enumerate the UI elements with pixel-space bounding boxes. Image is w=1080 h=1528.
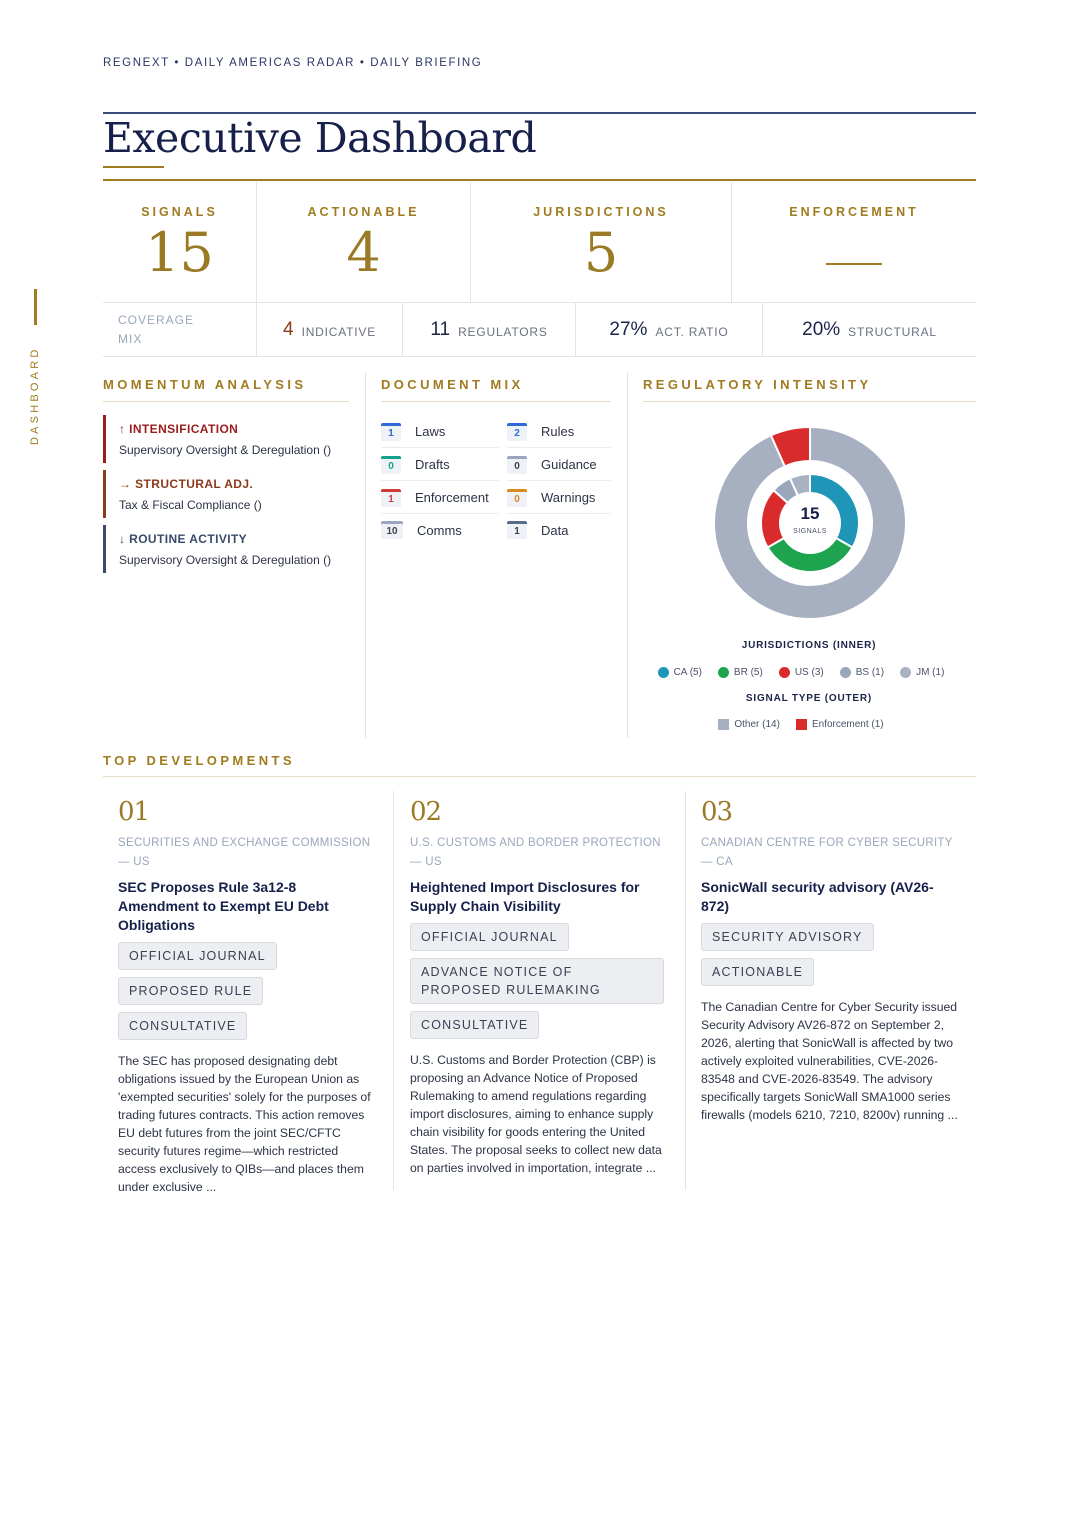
title-underline <box>103 166 164 168</box>
coverage-regulators <box>403 303 576 356</box>
legend-swatch <box>718 719 729 730</box>
development-source: SECURITIES AND EXCHANGE COMMISSION — US <box>118 837 371 868</box>
doc-count-badge: 0 <box>507 489 527 507</box>
tag-badge: OFFICIAL JOURNAL <box>118 942 277 970</box>
doc-type-name: Drafts <box>415 457 450 472</box>
regulatory-intensity-donut <box>710 423 910 623</box>
inner-legend-title: JURISDICTIONS (INNER) <box>741 640 877 651</box>
development-source: CANADIAN CENTRE FOR CYBER SECURITY — CA <box>701 837 953 868</box>
side-section-label: DASHBOARD <box>29 347 41 446</box>
tag-badge: CONSULTATIVE <box>410 1011 539 1039</box>
doc-count-badge: 1 <box>381 423 401 441</box>
legend-swatch <box>718 667 729 678</box>
legend-swatch <box>900 667 911 678</box>
coverage-number: 27% <box>609 318 648 340</box>
donut-center-label: SIGNALS <box>793 528 827 535</box>
development-card-03 <box>701 797 961 1124</box>
doc-type-name: Laws <box>415 424 446 439</box>
momentum-heading: MOMENTUM ANALYSIS <box>103 377 307 392</box>
kpi-label: SIGNALS <box>141 205 218 219</box>
outer-legend <box>631 719 971 730</box>
legend-label: JM (1) <box>916 667 945 678</box>
coverage-label: STRUCTURAL <box>848 324 937 339</box>
kpi-enforcement <box>732 182 976 302</box>
development-source: U.S. CUSTOMS AND BORDER PROTECTION — US <box>410 837 661 868</box>
kpi-signals <box>103 182 257 302</box>
legend-item <box>718 667 763 678</box>
development-body: The SEC has proposed designating debt obligations issued by the European Union as 'exempted securities' solely for the purposes of trading futures contracts. This action removes EU debt futures from the joint SEC/CFTC security futures regime—which restricted access exclusively to QIBs—and places them under exclusive ... <box>118 1054 371 1194</box>
legend-swatch <box>840 667 851 678</box>
momentum-item-routine <box>103 525 343 573</box>
momentum-subtitle: Supervisory Oversight & Deregulation () <box>119 553 332 567</box>
coverage-structural <box>763 303 976 356</box>
kpi-value: 15 <box>145 221 214 284</box>
inner-br-slice <box>768 538 853 572</box>
coverage-act-ratio <box>576 303 763 356</box>
document-mix-heading: DOCUMENT MIX <box>381 377 524 392</box>
kpi-actionable <box>257 182 471 302</box>
legend-label: BS (1) <box>855 667 885 678</box>
kpi-value: 5 <box>583 221 619 284</box>
momentum-title: ↓ ROUTINE ACTIVITY <box>119 532 248 546</box>
kpi-label: ACTIONABLE <box>307 205 420 219</box>
coverage-mix-row <box>103 302 976 357</box>
coverage-mix-title <box>103 303 257 356</box>
legend-label: US (3) <box>794 667 824 678</box>
side-accent-bar <box>34 289 37 325</box>
development-headline: SEC Proposes Rule 3a12-8 Amendment to Exempt EU Debt Obligations <box>118 879 329 933</box>
column-divider <box>627 372 628 738</box>
coverage-number: 11 <box>430 318 451 340</box>
tag-badge: SECURITY ADVISORY <box>701 923 874 951</box>
inner-ring-jurisdictions <box>761 474 859 572</box>
development-number: 02 <box>410 797 442 827</box>
legend-label: BR (5) <box>733 667 763 678</box>
doc-type-name: Guidance <box>541 457 597 472</box>
doc-type-name: Warnings <box>541 490 596 505</box>
doc-count-badge: 0 <box>507 456 527 474</box>
kpi-jurisdictions <box>471 182 732 302</box>
development-card-01 <box>118 797 378 1196</box>
legend-item <box>796 719 884 730</box>
outer-ring-signal-type <box>714 427 906 619</box>
doc-count-badge: 0 <box>381 456 401 474</box>
intensity-heading: REGULATORY INTENSITY <box>643 377 872 392</box>
kpi-label: JURISDICTIONS <box>533 205 669 219</box>
coverage-label: INDICATIVE <box>301 324 377 339</box>
doc-type-name: Comms <box>417 522 462 538</box>
development-headline: SonicWall security advisory (AV26-872) <box>701 879 934 914</box>
legend-swatch <box>779 667 790 678</box>
doc-mix-item <box>381 449 499 481</box>
development-headline: Heightened Import Disclosures for Supply Chain Visibility <box>410 879 640 914</box>
momentum-item-intensification <box>103 415 343 463</box>
doc-mix-item <box>381 416 499 448</box>
development-body: The Canadian Centre for Cyber Security issued Security Advisory AV26-872 on September 2, 2026, alerting that SonicWall is affected by two actively exploited vulnerabilities, CVE-2026-83548 and CVE-2026-83549. The advisory specifically targets SonicWall SMA1000 series firewalls (models 6210, 7210, 8200v) running ... <box>701 1000 958 1122</box>
legend-swatch <box>658 667 669 678</box>
coverage-label: REGULATORS <box>458 324 548 339</box>
legend-item <box>840 667 884 678</box>
tag-badge: ACTIONABLE <box>701 958 814 986</box>
tag-badge: PROPOSED RULE <box>118 977 263 1005</box>
page-title: Executive Dashboard <box>103 114 537 162</box>
column-divider <box>365 372 366 738</box>
donut-center-value: 15 <box>800 504 820 523</box>
doc-mix-item <box>507 416 611 448</box>
doc-type-name: Enforcement <box>415 490 489 505</box>
column-divider <box>685 791 686 1190</box>
tag-badge: ADVANCE NOTICE OF PROPOSED RULEMAKING <box>410 958 664 1004</box>
doc-count-badge: 1 <box>381 489 401 507</box>
legend-item <box>900 667 944 678</box>
legend-item <box>658 667 702 678</box>
breadcrumb: REGNEXT • DAILY AMERICAS RADAR • DAILY BRIEFING <box>103 57 483 69</box>
developments-heading: TOP DEVELOPMENTS <box>103 753 295 768</box>
inner-legend <box>631 667 971 678</box>
tag-badge: OFFICIAL JOURNAL <box>410 923 569 951</box>
doc-mix-item <box>507 482 611 514</box>
coverage-number: 20% <box>802 318 841 340</box>
coverage-label: ACT. RATIO <box>655 324 729 339</box>
doc-count-badge: 1 <box>507 521 527 539</box>
doc-mix-item <box>381 514 499 546</box>
developments-rule <box>103 776 976 777</box>
tag-badge: CONSULTATIVE <box>118 1012 247 1040</box>
doc-count-badge: 2 <box>507 423 527 441</box>
coverage-indicative <box>257 303 403 356</box>
doc-mix-item <box>381 482 499 514</box>
momentum-rule <box>103 401 349 402</box>
legend-item <box>718 719 780 730</box>
column-divider <box>393 791 394 1190</box>
kpi-label: ENFORCEMENT <box>789 205 919 219</box>
legend-label: Enforcement (1) <box>811 719 884 730</box>
outer-legend-title: SIGNAL TYPE (OUTER) <box>745 693 873 704</box>
legend-label: Other (14) <box>734 719 780 730</box>
coverage-title-line1: COVERAGE <box>118 312 195 327</box>
legend-label: CA (5) <box>673 667 702 678</box>
doc-type-name: Data <box>541 522 569 538</box>
development-number: 03 <box>701 797 733 827</box>
momentum-subtitle: Tax & Fiscal Compliance () <box>119 498 262 512</box>
title-bottom-rule <box>103 179 976 181</box>
doc-mix-item <box>507 514 611 546</box>
doc-type-name: Rules <box>541 424 575 439</box>
kpi-row <box>103 182 976 302</box>
momentum-subtitle: Supervisory Oversight & Deregulation () <box>119 443 332 457</box>
legend-swatch <box>796 719 807 730</box>
development-card-02 <box>410 797 670 1177</box>
doc-mix-item <box>507 449 611 481</box>
empty-value-dash <box>826 263 882 265</box>
legend-item <box>779 667 824 678</box>
momentum-item-structural <box>103 470 343 518</box>
coverage-number: 4 <box>282 318 294 340</box>
doc-count-badge: 10 <box>381 521 403 539</box>
coverage-title-line2: MIX <box>118 331 143 346</box>
development-body: U.S. Customs and Border Protection (CBP) is proposing an Advance Notice of Proposed Rulemaking to amend regulations regarding import disclosures, aiming to enhance supply chain visibility for goods entering the United States. The proposal seeks to collect new data on parties involved in importation, integrate ... <box>410 1053 662 1175</box>
kpi-value: 4 <box>346 221 381 284</box>
momentum-title: → STRUCTURAL ADJ. <box>119 477 254 491</box>
momentum-title: ↑ INTENSIFICATION <box>119 422 239 436</box>
document-mix-rule <box>381 401 611 402</box>
intensity-rule <box>643 401 976 402</box>
development-number: 01 <box>118 797 150 827</box>
